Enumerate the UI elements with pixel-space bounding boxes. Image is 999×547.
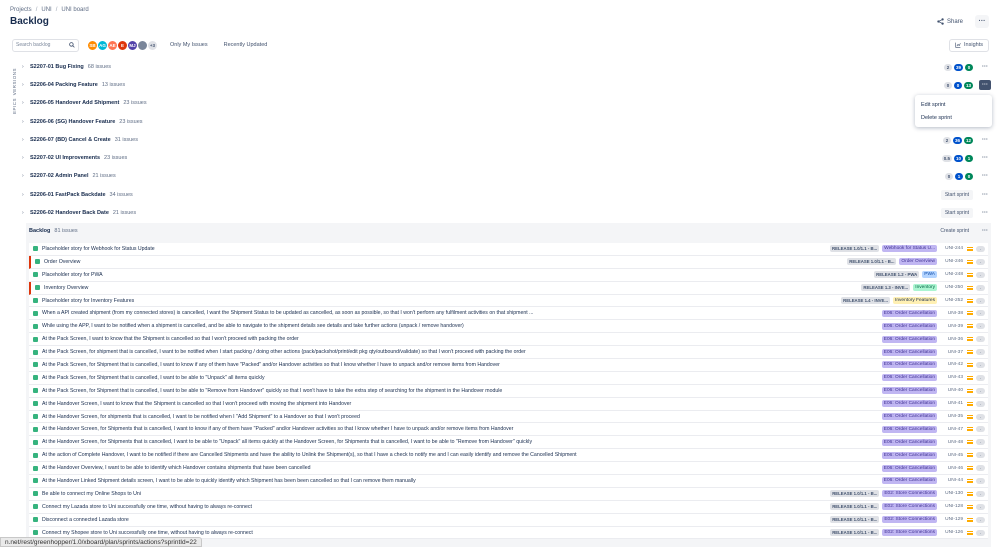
- issue-row[interactable]: [29, 411, 988, 424]
- chevron-right-icon[interactable]: ›: [22, 137, 24, 143]
- story-icon: [33, 324, 38, 329]
- estimate-badge[interactable]: -: [976, 349, 985, 355]
- story-icon: [33, 388, 38, 393]
- sprint-more-button[interactable]: ···: [982, 137, 988, 143]
- issue-row[interactable]: [29, 307, 988, 320]
- epic-lozenge: E02: Store Connections: [884, 517, 935, 523]
- sprint-issue-count: 68 issues: [87, 64, 112, 70]
- issue-list: [29, 243, 988, 539]
- issue-key[interactable]: UNI-45: [947, 452, 963, 458]
- avatar[interactable]: MJ: [127, 40, 138, 51]
- issue-key[interactable]: UNI-128: [945, 504, 963, 510]
- start-sprint-button[interactable]: Start sprint: [941, 208, 973, 218]
- release-lozenge: RELEASE 1.3 - INVE...: [863, 285, 909, 291]
- issue-row[interactable]: [29, 372, 988, 385]
- epic-lozenge: E06: Order Cancellation: [883, 478, 935, 484]
- priority-medium-icon: [967, 505, 973, 509]
- story-icon: [33, 311, 38, 316]
- chevron-right-icon[interactable]: ›: [22, 64, 24, 70]
- story-icon: [33, 453, 38, 458]
- avatar[interactable]: E: [117, 40, 128, 51]
- browser-status-url: n.net/rest/greenhopper/1.0/xboard/plan/sprints/actions?sprintId=22: [0, 537, 202, 547]
- estimate-badge[interactable]: -: [976, 259, 985, 265]
- estimate-badge[interactable]: -: [976, 298, 985, 304]
- filter-only-my-issues[interactable]: Only My Issues: [170, 42, 208, 48]
- issue-row[interactable]: [29, 282, 988, 295]
- backlog-more-button[interactable]: ···: [982, 228, 988, 234]
- filter-recently-updated[interactable]: Recently Updated: [223, 42, 268, 48]
- backlog-section: [26, 223, 991, 547]
- estimate-badge[interactable]: -: [976, 401, 985, 407]
- sprint-row[interactable]: [22, 152, 991, 164]
- story-icon: [33, 530, 38, 535]
- epic-lozenge: E06: Order Cancellation: [883, 465, 935, 471]
- story-icon: [33, 478, 38, 483]
- issue-row[interactable]: [29, 385, 988, 398]
- priority-medium-icon: [967, 453, 973, 457]
- insights-button[interactable]: [949, 39, 989, 52]
- issue-row[interactable]: [29, 359, 988, 372]
- issue-key[interactable]: UNI-47: [947, 426, 963, 432]
- priority-medium-icon: [967, 363, 973, 367]
- epic-lozenge: E02: Store Connections: [884, 491, 935, 497]
- estimate-badge[interactable]: -: [976, 388, 985, 394]
- estimate-badge[interactable]: -: [976, 491, 985, 497]
- page-title: Backlog: [10, 16, 49, 27]
- epic-lozenge: E06: Order Cancellation: [883, 426, 935, 432]
- sprint-name: S2206-01 FastPack Backdate: [30, 192, 106, 198]
- priority-medium-icon: [967, 389, 973, 393]
- issue-key[interactable]: UNI-36: [947, 336, 963, 342]
- tab-epics[interactable]: EPICS: [12, 98, 17, 115]
- sprint-name: S2206-07 (BD) Cancel & Create: [30, 137, 111, 143]
- release-lozenge: RELEASE 1.0/1.1 - B...: [832, 491, 878, 497]
- priority-medium-icon: [967, 518, 973, 522]
- priority-medium-icon: [967, 492, 973, 496]
- share-label: Share: [946, 18, 963, 25]
- breadcrumb-separator: /: [35, 7, 38, 13]
- estimate-badge[interactable]: -: [976, 246, 985, 252]
- issue-summary: Inventory Overview: [44, 284, 89, 291]
- epic-lozenge: E06: Order Cancellation: [883, 388, 935, 394]
- story-icon: [33, 246, 38, 251]
- issue-row[interactable]: [29, 398, 988, 411]
- sprint-name: S2206-02 Handover Back Date: [30, 210, 109, 216]
- sprint-issue-count: 31 issues: [114, 137, 138, 143]
- story-icon: [33, 491, 38, 496]
- sprint-name: S2207-02 UI Improvements: [30, 155, 101, 161]
- story-icon: [33, 350, 38, 355]
- chevron-right-icon[interactable]: ›: [22, 119, 24, 125]
- epic-lozenge: E02: Store Connections: [884, 504, 935, 510]
- epic-lozenge: E06: Order Cancellation: [883, 362, 935, 368]
- issue-key[interactable]: UNI-42: [947, 362, 963, 368]
- sprint-row[interactable]: [22, 134, 991, 146]
- epic-lozenge: Inventory Features: [895, 298, 935, 303]
- issue-summary: At the Pack Screen, for Shipment that is cancelled, I want to be able to "Unpack" all items quickly: [42, 374, 265, 381]
- issue-summary: At the Pack Screen, for Shipment that is cancelled, I want to be able to "Remove from Handover" quickly so that I won't have to take the extra step of searching for the shipment in the Handover module: [42, 387, 503, 394]
- epic-lozenge: E06: Order Cancellation: [883, 323, 935, 329]
- sprint-issue-count: 23 issues: [104, 155, 128, 161]
- search-icon: [69, 42, 75, 48]
- issue-row[interactable]: [29, 449, 988, 462]
- epic-lozenge: E06: Order Cancellation: [883, 439, 935, 445]
- sprint-points-badge: 0: [945, 173, 953, 180]
- issue-row[interactable]: [29, 320, 988, 333]
- priority-medium-icon: [967, 440, 973, 444]
- story-icon: [33, 504, 38, 509]
- sprint-name: S2207-02 Admin Panel: [30, 173, 89, 179]
- issue-summary: Be able to connect my Online Shops to Uni: [42, 490, 141, 497]
- release-lozenge: RELEASE 1.0/1.1 - B...: [832, 504, 878, 510]
- story-icon: [33, 375, 38, 380]
- issue-row[interactable]: [29, 295, 988, 308]
- issue-row[interactable]: [29, 243, 988, 256]
- sprint-name: S2207-01 Bug Fixing: [30, 64, 84, 70]
- release-lozenge: RELEASE 1.0/1.1 - B...: [832, 530, 878, 536]
- estimate-badge[interactable]: -: [976, 285, 985, 291]
- share-icon: [937, 18, 944, 25]
- issue-summary: Placeholder story for Webhook for Status Update: [42, 245, 155, 252]
- sprint-points-badge: 12: [965, 137, 971, 143]
- epic-lozenge: E06: Order Cancellation: [883, 375, 935, 381]
- breadcrumb-project[interactable]: UNI: [41, 7, 52, 13]
- priority-medium-icon: [967, 466, 973, 470]
- issue-row[interactable]: [29, 501, 988, 514]
- issue-summary: At the Pack Screen, I want to know that the Shipment is cancelled so that I won't proceed with packing the order: [42, 336, 299, 343]
- sprint-points-badge: 1: [965, 155, 973, 162]
- release-lozenge: RELEASE 1.0/1.1 - B...: [849, 259, 895, 265]
- epic-lozenge: E06: Order Cancellation: [883, 401, 935, 407]
- chevron-right-icon[interactable]: ›: [22, 173, 24, 179]
- story-icon: [33, 427, 38, 432]
- issue-key[interactable]: UNI-44: [947, 478, 963, 484]
- avatar[interactable]: AE: [107, 40, 118, 51]
- issue-summary: At the Pack Screen, for Shipment that is cancelled, I want to know if any of them have "Packed" and/or Handover activities so that I know whether I have to unpack and/or remove items from Handover: [42, 361, 500, 368]
- priority-medium-icon: [967, 415, 973, 419]
- priority-medium-icon: [967, 273, 973, 277]
- issue-key[interactable]: UNI-43: [947, 375, 963, 381]
- issue-key[interactable]: UNI-41: [947, 401, 963, 407]
- epic-lozenge: E06: Order Cancellation: [883, 349, 935, 355]
- issue-key[interactable]: UNI-126: [945, 530, 963, 536]
- issue-summary: At the action of Complete Handover, I want to be notified if there are Cancelled Shipments and have the ability to Unlink the Shipment(s), so that I have a check to notify me and I can easily identify and remove the Cancelled Shipment: [42, 452, 577, 459]
- issue-key[interactable]: UNI-37: [947, 349, 963, 355]
- issue-summary: Order Overview: [44, 258, 81, 265]
- sprint-issue-count: 23 issues: [123, 100, 147, 106]
- sprint-more-button[interactable]: ···: [982, 64, 988, 70]
- priority-medium-icon: [967, 479, 973, 483]
- issue-summary: Placeholder story for Inventory Features: [42, 297, 135, 304]
- story-icon: [35, 285, 40, 290]
- sprint-issue-count: 21 issues: [92, 173, 116, 179]
- avatar-more[interactable]: +3: [147, 40, 158, 51]
- sprint-issue-count: 13 issues: [101, 82, 126, 88]
- issue-summary: At the Handover Linked Shipment details screen, I want to be able to quickly identify which Shipment has been been cancelled so that I can remove them manually: [42, 477, 416, 484]
- epic-lozenge: E06: Order Cancellation: [883, 336, 935, 342]
- sprint-points-badge: 0.5: [943, 155, 950, 161]
- sprint-points-badge: 13: [965, 82, 971, 88]
- priority-medium-icon: [967, 299, 973, 303]
- chevron-right-icon[interactable]: ›: [22, 100, 24, 106]
- epic-lozenge: Inventory: [915, 285, 935, 291]
- sprint-row[interactable]: [22, 170, 991, 182]
- issue-row[interactable]: [29, 436, 988, 449]
- issue-key[interactable]: UNI-48: [947, 439, 963, 445]
- story-icon: [35, 259, 40, 264]
- story-icon: [33, 414, 38, 419]
- story-icon: [33, 337, 38, 342]
- sprint-more-button[interactable]: ···: [982, 173, 988, 179]
- sprint-row[interactable]: [22, 79, 991, 91]
- estimate-badge[interactable]: -: [976, 439, 985, 445]
- sprint-points-badge: 2: [943, 137, 951, 144]
- estimate-badge[interactable]: -: [976, 452, 985, 458]
- issue-key[interactable]: UNI-248: [945, 272, 963, 278]
- issue-row[interactable]: [29, 256, 988, 269]
- top-actions: [933, 15, 989, 28]
- estimate-badge[interactable]: -: [976, 504, 985, 510]
- epic-lozenge: E06: Order Cancellation: [883, 310, 935, 316]
- issue-summary: At the Handover Screen, for shipments that is cancelled, I want to be notified when I "Add Shipment" to a Handover so that I won't proceed: [42, 413, 360, 420]
- sprint-row[interactable]: [22, 189, 991, 201]
- estimate-badge[interactable]: -: [976, 465, 985, 471]
- sprint-points-badge: 39: [955, 64, 961, 70]
- release-lozenge: RELEASE 1.0/1.1 - B...: [832, 246, 878, 252]
- sprint-issue-count: 21 issues: [112, 210, 137, 216]
- avatar[interactable]: SB: [87, 40, 98, 51]
- sprint-points-badge: 36: [954, 137, 960, 143]
- story-icon: [33, 440, 38, 445]
- search-input[interactable]: [12, 39, 79, 52]
- menu-item-delete-sprint[interactable]: Delete sprint: [921, 114, 952, 121]
- sprint-name: S2206-06 (SG) Handover Feature: [30, 119, 116, 125]
- page-more-button[interactable]: ···: [975, 15, 989, 28]
- estimate-badge[interactable]: -: [976, 414, 985, 420]
- breadcrumb-board[interactable]: UNI board: [61, 7, 89, 13]
- sprint-more-button[interactable]: ···: [982, 192, 988, 198]
- sprint-more-button[interactable]: ···: [982, 155, 988, 161]
- chart-icon: [955, 42, 961, 48]
- release-lozenge: RELEASE 1.0/1.1 - B...: [832, 517, 878, 523]
- estimate-badge[interactable]: -: [976, 336, 985, 342]
- priority-medium-icon: [967, 324, 973, 328]
- issue-key[interactable]: UNI-246: [945, 259, 963, 265]
- menu-item-edit-sprint[interactable]: Edit sprint: [921, 101, 946, 108]
- issue-row[interactable]: [29, 488, 988, 501]
- priority-medium-icon: [967, 350, 973, 354]
- sprint-points-badge: 0: [965, 64, 973, 71]
- issue-summary: At the Handover Screen, for Shipments that is cancelled, I want to know if any of them have "Packed" and/or Handover activities so that I know whether I have to unpack and/or remove items from Handover: [42, 426, 514, 433]
- epic-lozenge: Webhook for Status U...: [884, 246, 935, 252]
- issue-key[interactable]: UNI-130: [945, 491, 963, 497]
- story-icon: [33, 272, 38, 277]
- epic-lozenge: E06: Order Cancellation: [883, 414, 935, 420]
- story-icon: [33, 298, 38, 303]
- sprint-points-badge: 0: [965, 173, 973, 180]
- issue-key[interactable]: UNI-38: [947, 310, 963, 316]
- issue-summary: Connect my Lazada store to Uni successfully one time, without having to always re-connect: [42, 503, 252, 510]
- priority-medium-icon: [967, 337, 973, 341]
- priority-medium-icon: [967, 531, 973, 535]
- sprint-name: S2206-04 Packing Feature: [30, 82, 98, 88]
- issue-row[interactable]: [29, 462, 988, 475]
- epic-lozenge: E02: Store Connections: [884, 530, 935, 536]
- priority-medium-icon: [967, 311, 973, 315]
- backlog-count: 81 issues: [54, 228, 78, 234]
- breadcrumb-separator: /: [55, 7, 58, 13]
- epic-lozenge: E06: Order Cancellation: [883, 452, 935, 458]
- insights-label: Insights: [964, 42, 983, 48]
- estimate-badge[interactable]: -: [976, 517, 985, 523]
- estimate-badge[interactable]: -: [976, 362, 985, 368]
- backlog-header: [26, 223, 991, 239]
- issue-summary: While using the APP, I want to be notified when a shipment is cancelled, and be able to navigate to the shipment details see details and take further actions (unpack / remove handover): [42, 323, 464, 330]
- story-icon: [33, 517, 38, 522]
- chevron-right-icon[interactable]: ›: [22, 210, 24, 216]
- issue-summary: At the Handover Screen, for Shipments that is cancelled, I want to be able to "Unpack" all items quickly at the Handover Screen, for Shipments that is cancelled, I want to be able to "Remove from Handover" quickly: [42, 439, 533, 446]
- issue-row[interactable]: [29, 475, 988, 488]
- issue-summary: Disconnect a connected Lazada store: [42, 516, 129, 523]
- estimate-badge[interactable]: -: [976, 323, 985, 329]
- sprint-points-badge: 0: [944, 82, 952, 89]
- issue-summary: At the Pack Screen, for shipment that is cancelled, I want to be notified when I start packing / doing other actions (pack/packshot/print/edit pkg qty/outbound/validate) so that I won't proceed with packing the order: [42, 349, 526, 356]
- breadcrumb-projects[interactable]: Projects: [10, 7, 32, 13]
- sprint-row[interactable]: [22, 97, 991, 109]
- sprint-issue-count: 34 issues: [109, 192, 133, 198]
- issue-key[interactable]: UNI-244: [945, 246, 963, 252]
- issue-row[interactable]: [29, 514, 988, 527]
- toolbar: [12, 38, 989, 52]
- chevron-right-icon[interactable]: ›: [22, 192, 24, 198]
- issue-row[interactable]: [29, 269, 988, 282]
- issue-key[interactable]: UNI-35: [947, 414, 963, 420]
- sprint-issue-count: 23 issues: [119, 119, 143, 125]
- sprint-row[interactable]: [22, 61, 991, 73]
- priority-medium-icon: [967, 376, 973, 380]
- sprint-more-button[interactable]: ···: [979, 80, 991, 90]
- create-sprint-button[interactable]: Create sprint: [936, 226, 973, 236]
- backlog-title: Backlog: [29, 228, 51, 234]
- share-button[interactable]: [933, 15, 967, 28]
- issue-summary: At the Handover Overview, I want to be able to identify which Handover contains shipments that have been cancelled: [42, 465, 311, 472]
- estimate-badge[interactable]: -: [976, 272, 985, 278]
- priority-medium-icon: [967, 247, 973, 251]
- sprint-points-badge: 1: [955, 173, 963, 180]
- priority-medium-icon: [967, 402, 973, 406]
- epic-lozenge: PWA: [924, 272, 935, 278]
- avatar[interactable]: AG: [97, 40, 108, 51]
- estimate-badge[interactable]: -: [976, 310, 985, 316]
- estimate-badge[interactable]: -: [976, 530, 985, 536]
- sprint-row[interactable]: [22, 116, 991, 128]
- priority-medium-icon: [967, 286, 973, 290]
- issue-row[interactable]: [29, 423, 988, 436]
- story-icon: [33, 362, 38, 367]
- sprint-points-badge: 10: [955, 155, 961, 161]
- sprint-actions-menu: [915, 95, 992, 127]
- sprint-name: S2206-05 Handover Add Shipment: [30, 100, 120, 106]
- sprint-points-badge: 0: [954, 82, 962, 89]
- issue-key[interactable]: UNI-46: [947, 465, 963, 471]
- estimate-badge[interactable]: -: [976, 478, 985, 484]
- release-lozenge: RELEASE 1.4 - INVE...: [843, 298, 888, 303]
- avatar-group: [88, 40, 158, 51]
- chevron-right-icon[interactable]: ›: [22, 155, 24, 161]
- issue-summary: Placeholder story for PWA: [42, 271, 103, 278]
- sprint-row[interactable]: [22, 207, 991, 219]
- breadcrumb: [10, 7, 89, 13]
- sprint-more-button[interactable]: ···: [982, 210, 988, 216]
- issue-summary: When a API created shipment (from my connected stores) is cancelled, I want the Shipment Status to be updated as cancelled, as soon as possible, so that I won't perform any fulfilment activities on that shipment ...: [42, 310, 534, 317]
- search-placeholder: Search backlog: [16, 42, 51, 48]
- estimate-badge[interactable]: -: [976, 426, 985, 432]
- release-lozenge: RELEASE 1.2 - PWA: [876, 272, 918, 278]
- issue-summary: At the Handover Screen, I want to know that the Shipment is cancelled so that I won't proceed with moving the shipment into Handover: [42, 400, 352, 407]
- priority-medium-icon: [967, 427, 973, 431]
- chevron-right-icon[interactable]: ›: [22, 82, 24, 88]
- priority-medium-icon: [967, 260, 973, 264]
- issue-key[interactable]: UNI-39: [947, 323, 963, 329]
- issue-row[interactable]: [29, 333, 988, 346]
- tab-versions[interactable]: VERSIONS: [12, 68, 17, 96]
- issue-key[interactable]: UNI-250: [945, 285, 963, 291]
- sprint-points-badge: 2: [944, 64, 952, 71]
- issue-key[interactable]: UNI-252: [945, 298, 963, 303]
- story-icon: [33, 401, 38, 406]
- issue-row[interactable]: [29, 346, 988, 359]
- issue-summary: Connect my Shopee store to Uni successfully one time, without having to always re-connect: [42, 529, 253, 536]
- start-sprint-button[interactable]: Start sprint: [941, 190, 973, 200]
- issue-key[interactable]: UNI-129: [945, 517, 963, 523]
- issue-key[interactable]: UNI-40: [947, 388, 963, 394]
- estimate-badge[interactable]: -: [976, 375, 985, 381]
- story-icon: [33, 466, 38, 471]
- epic-lozenge: Order Overview: [901, 259, 935, 265]
